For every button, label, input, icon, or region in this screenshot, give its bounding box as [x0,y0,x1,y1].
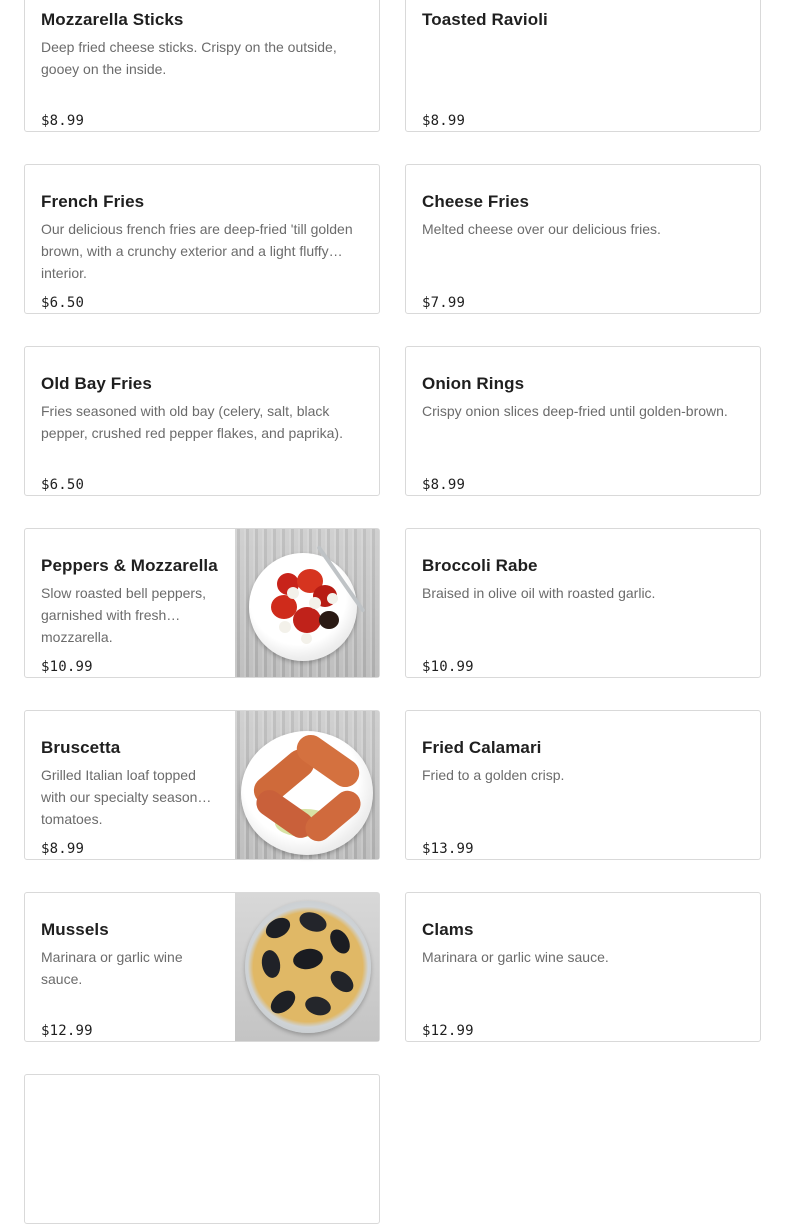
menu-item-card[interactable] [24,892,380,1042]
menu-item-body [422,373,744,495]
menu-item-body [41,191,363,313]
menu-item-name: Cheese Fries [422,192,530,211]
menu-item-card[interactable] [24,346,380,496]
menu-item-price: $10.99 [41,659,93,675]
menu-item-price: $8.99 [41,841,85,857]
menu-item-name: Mussels [41,920,109,939]
menu-item-body [422,555,744,677]
menu-item-price: $6.50 [41,477,85,493]
menu-item-body [422,919,744,1041]
menu-item-price: $8.99 [422,113,466,129]
menu-item-name: Fried Calamari [422,738,542,757]
menu-item-description: Melted cheese over our delicious fries. [422,221,661,237]
menu-item-body [41,9,363,131]
menu-item-description: Deep fried cheese sticks. Crispy on the outside, gooey on the inside. [41,39,337,77]
menu-grid [24,0,761,1224]
menu-item-card[interactable] [405,528,761,678]
menu-item-description: Braised in olive oil with roasted garlic. [422,585,656,601]
menu-item-description [422,36,744,80]
menu-item-card[interactable] [405,892,761,1042]
peppers-mozzarella-photo [235,529,379,677]
menu-item-body [41,373,363,495]
menu-item-description: Grilled Italian loaf topped with our specialty seasoned tomatoes. [41,767,213,827]
menu-item-card[interactable] [24,528,380,678]
menu-item-name: Clams [422,920,474,939]
menu-item-card[interactable] [405,710,761,860]
menu-item-name: Toasted Ravioli [422,10,548,29]
menu-item-name: Peppers & Mozzarella [41,556,218,575]
menu-item-price: $10.99 [422,659,474,675]
menu-item-price: $13.99 [422,841,474,857]
menu-item-card[interactable] [405,0,761,132]
menu-item-name: Broccoli Rabe [422,556,538,575]
mussels-photo [235,893,379,1041]
menu-item-name: French Fries [41,192,145,211]
menu-item-description: Marinara or garlic wine sauce. [422,949,609,965]
menu-item-price: $6.50 [41,295,85,311]
menu-item-card[interactable] [24,1074,380,1224]
menu-item-name: Bruscetta [41,738,121,757]
menu-item-card[interactable] [24,0,380,132]
menu-item-card[interactable] [24,164,380,314]
menu-item-description: Fries seasoned with old bay (celery, salt, black pepper, crushed red pepper flakes, and paprika). [41,403,343,441]
menu-item-description: Marinara or garlic wine sauce. [41,949,183,987]
menu-item-card[interactable] [405,164,761,314]
menu-item-price: $8.99 [422,477,466,493]
menu-item-description: Fried to a golden crisp. [422,767,565,783]
bruschetta-photo [235,711,379,859]
menu-item-price: $7.99 [422,295,466,311]
menu-item-body [422,9,744,131]
menu-item-body [422,737,744,859]
menu-item-name: Mozzarella Sticks [41,10,184,29]
menu-item-description: Slow roasted bell peppers, garnished with fresh mozzarella. [41,585,206,645]
menu-item-price: $12.99 [422,1023,474,1039]
menu-item-body [422,191,744,313]
menu-item-description: Crispy onion slices deep-fried until golden-brown. [422,403,728,419]
menu-item-price: $12.99 [41,1023,93,1039]
menu-item-description: Our delicious french fries are deep-fried 'till golden brown, with a crunchy exterior and a light fluffy interior. [41,221,353,281]
menu-item-body [41,737,219,859]
menu-item-card[interactable] [24,710,380,860]
menu-item-price: $8.99 [41,113,85,129]
menu-item-body [41,919,219,1041]
menu-item-name: Old Bay Fries [41,374,152,393]
menu-item-card[interactable] [405,346,761,496]
menu-item-name: Onion Rings [422,374,525,393]
menu-item-body [41,555,219,677]
